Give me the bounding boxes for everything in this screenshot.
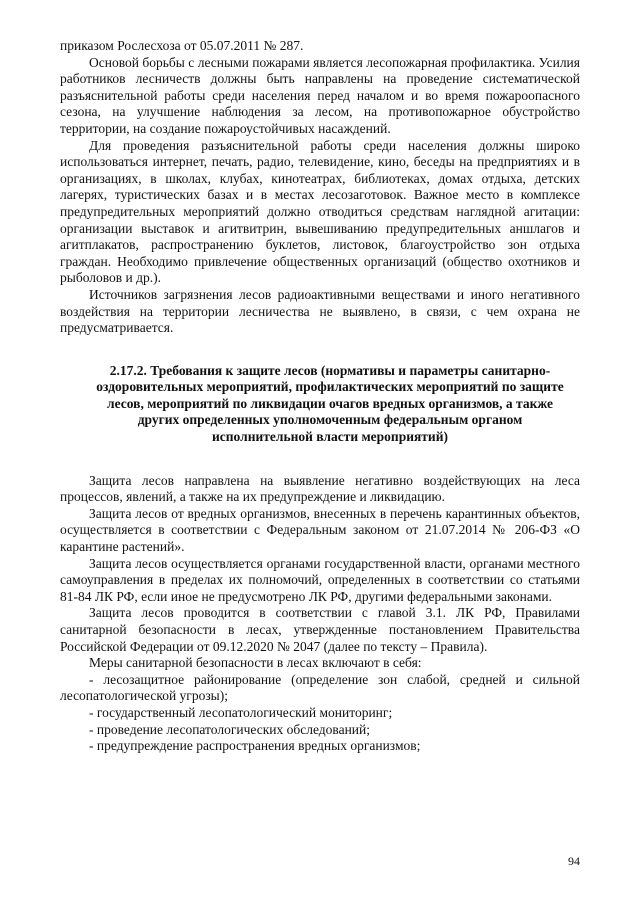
paragraph: Защита лесов направлена на выявление негативно воздействующих на леса процессов, явлений, а также на их предупреждение и ликвидацию. xyxy=(60,472,580,505)
paragraph: Для проведения разъяснительной работы среди населения должны широко использоваться интернет, печать, радио, телевидение, кино, беседы на предприятиях и в организациях, в школах, клубах, кинотеатрах, библиотеках, домах отдыха, детских лагерях, туристических базах и в местах лесозаготовок. Важное место в комплексе предупредительных мероприятий должно отводиться средствам наглядной агитации: организации выставок и агитвитрин, вывешиванию предупредительных аншлагов и агитплакатов, распространению буклетов, листовок, благоустройство зон отдыха граждан. Необходимо привлечение общественных организаций (общество охотников и рыболовов и др.). xyxy=(60,137,580,286)
paragraph: Защита лесов проводится в соответствии с главой 3.1. ЛК РФ, Правилами санитарной безопасности в лесах, утвержденные постановлением Правительства Российской Федерации от 09.12.2020 № 2047 (далее по тексту – Правила). xyxy=(60,605,580,654)
list-item: - государственный лесопатологический мониторинг; xyxy=(89,704,393,720)
list-item: - лесозащитное районирование (определение зон слабой, средней и сильной лесопатологической угрозы); xyxy=(60,671,580,704)
list-item: - проведение лесопатологических обследований; xyxy=(89,721,371,737)
paragraph: Меры санитарной безопасности в лесах включают в себя: xyxy=(89,655,422,671)
paragraph: приказом Рослесхоза от 05.07.2011 № 287. xyxy=(60,38,304,53)
page-number: 94 xyxy=(568,854,580,868)
paragraph: Защита лесов осуществляется органами государственной власти, органами местного самоуправления в пределах их полномочий, определенных в соответствии со статьями 81-84 ЛК РФ, если иное не предусмотрено ЛК РФ, другими федеральными законами. xyxy=(60,555,580,604)
paragraph: Защита лесов от вредных организмов, внесенных в перечень карантинных объектов, осуществляется в соответствии с Федеральным законом от 21.07.2014 № 206-ФЗ «О карантине растений». xyxy=(60,505,580,555)
paragraph: Источников загрязнения лесов радиоактивными веществами и иного негативного воздействия на территории лесничества не выявлено, в связи, с чем охрана не предусматривается. xyxy=(60,286,580,336)
section-heading: 2.17.2. Требования к защите лесов (нормативы и параметры санитарно-оздоровительных мероприятий, профилактических мероприятий по защите лесов, мероприятий по ликвидации очагов вредных организмов, а также других определенных уполномоченным федеральным органом исполнительной власти мероприятий) xyxy=(96,362,564,445)
list-item: - предупреждение распространения вредных организмов; xyxy=(89,738,421,754)
paragraph: Основой борьбы с лесными пожарами является лесопожарная профилактика. Усилия работников лесничеств должны быть направлены на проведение систематической разъяснительной работы среди населения перед началом и во время пожароопасного сезона, на улучшение наблюдения за лесом, на противопожарное обустройство территории, на создание пожароустойчивых насаждений. xyxy=(60,54,580,136)
